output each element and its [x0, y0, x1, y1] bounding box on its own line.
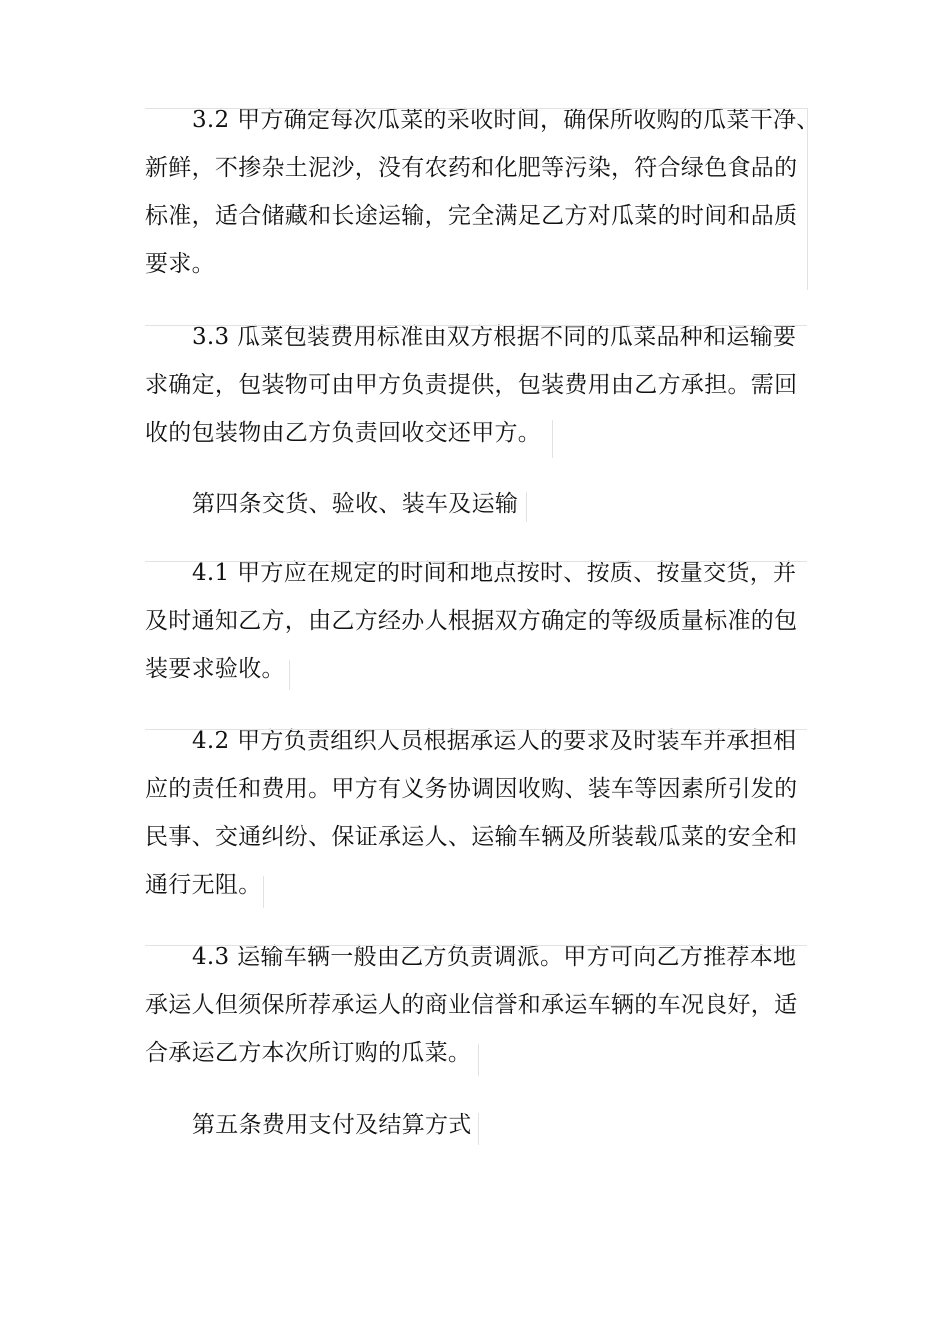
clause-3-2 — [145, 96, 820, 288]
clause-4-3 — [145, 933, 817, 1077]
paragraph-line: 3.2 甲方确定每次瓜菜的采收时间，确保所收购的瓜菜干净、 — [192, 107, 820, 133]
guide-line — [478, 1044, 479, 1076]
paragraph-line: 合承运乙方本次所订购的瓜菜。 — [145, 1040, 472, 1066]
paragraph-line: 求确定，包装物可由甲方负责提供，包装费用由乙方承担。需回 — [145, 372, 798, 398]
paragraph-line: 要求。 — [145, 251, 215, 277]
guide-line — [807, 108, 808, 290]
paragraph-line: 通行无阻。 — [145, 872, 262, 898]
guide-line — [145, 561, 807, 562]
paragraph-line: 民事、交通纠纷、保证承运人、运输车辆及所装载瓜菜的安全和 — [145, 824, 798, 850]
paragraph-line: 应的责任和费用。甲方有义务协调因收购、装车等因素所引发的 — [145, 776, 798, 802]
paragraph-line: 装要求验收。 — [145, 656, 285, 682]
section-heading: 第五条费用支付及结算方式 — [192, 1112, 472, 1138]
paragraph-line: 3.3 瓜菜包装费用标准由双方根据不同的瓜菜品种和运输要 — [192, 324, 797, 350]
guide-line — [526, 492, 527, 522]
clause-3-3 — [145, 313, 817, 457]
paragraph-line: 4.1 甲方应在规定的时间和地点按时、按质、按量交货，并 — [192, 560, 797, 586]
paragraph-line: 承运人但须保所荐承运人的商业信誉和承运车辆的车况良好，适 — [145, 992, 798, 1018]
clause-4-2 — [145, 717, 817, 909]
guide-line — [145, 945, 807, 946]
article-4-heading — [145, 480, 817, 528]
guide-line — [145, 325, 807, 326]
section-heading: 第四条交货、验收、装车及运输 — [192, 491, 519, 517]
guide-line — [145, 108, 807, 109]
guide-line — [263, 876, 264, 908]
paragraph-line: 及时通知乙方，由乙方经办人根据双方确定的等级质量标准的包 — [145, 608, 798, 634]
guide-line — [552, 420, 553, 458]
paragraph-line: 4.3 运输车辆一般由乙方负责调派。甲方可向乙方推荐本地 — [192, 944, 797, 970]
paragraph-line: 新鲜，不掺杂土泥沙，没有农药和化肥等污染，符合绿色食品的 — [145, 155, 798, 181]
guide-line — [145, 729, 807, 730]
guide-line — [478, 1113, 479, 1145]
article-5-heading — [145, 1101, 817, 1149]
clause-4-1 — [145, 549, 817, 693]
paragraph-line: 4.2 甲方负责组织人员根据承运人的要求及时装车并承担相 — [192, 728, 797, 754]
guide-line — [289, 660, 290, 690]
paragraph-line: 收的包装物由乙方负责回收交还甲方。 — [145, 420, 542, 446]
paragraph-line: 标准，适合储藏和长途运输，完全满足乙方对瓜菜的时间和品质 — [145, 203, 798, 229]
